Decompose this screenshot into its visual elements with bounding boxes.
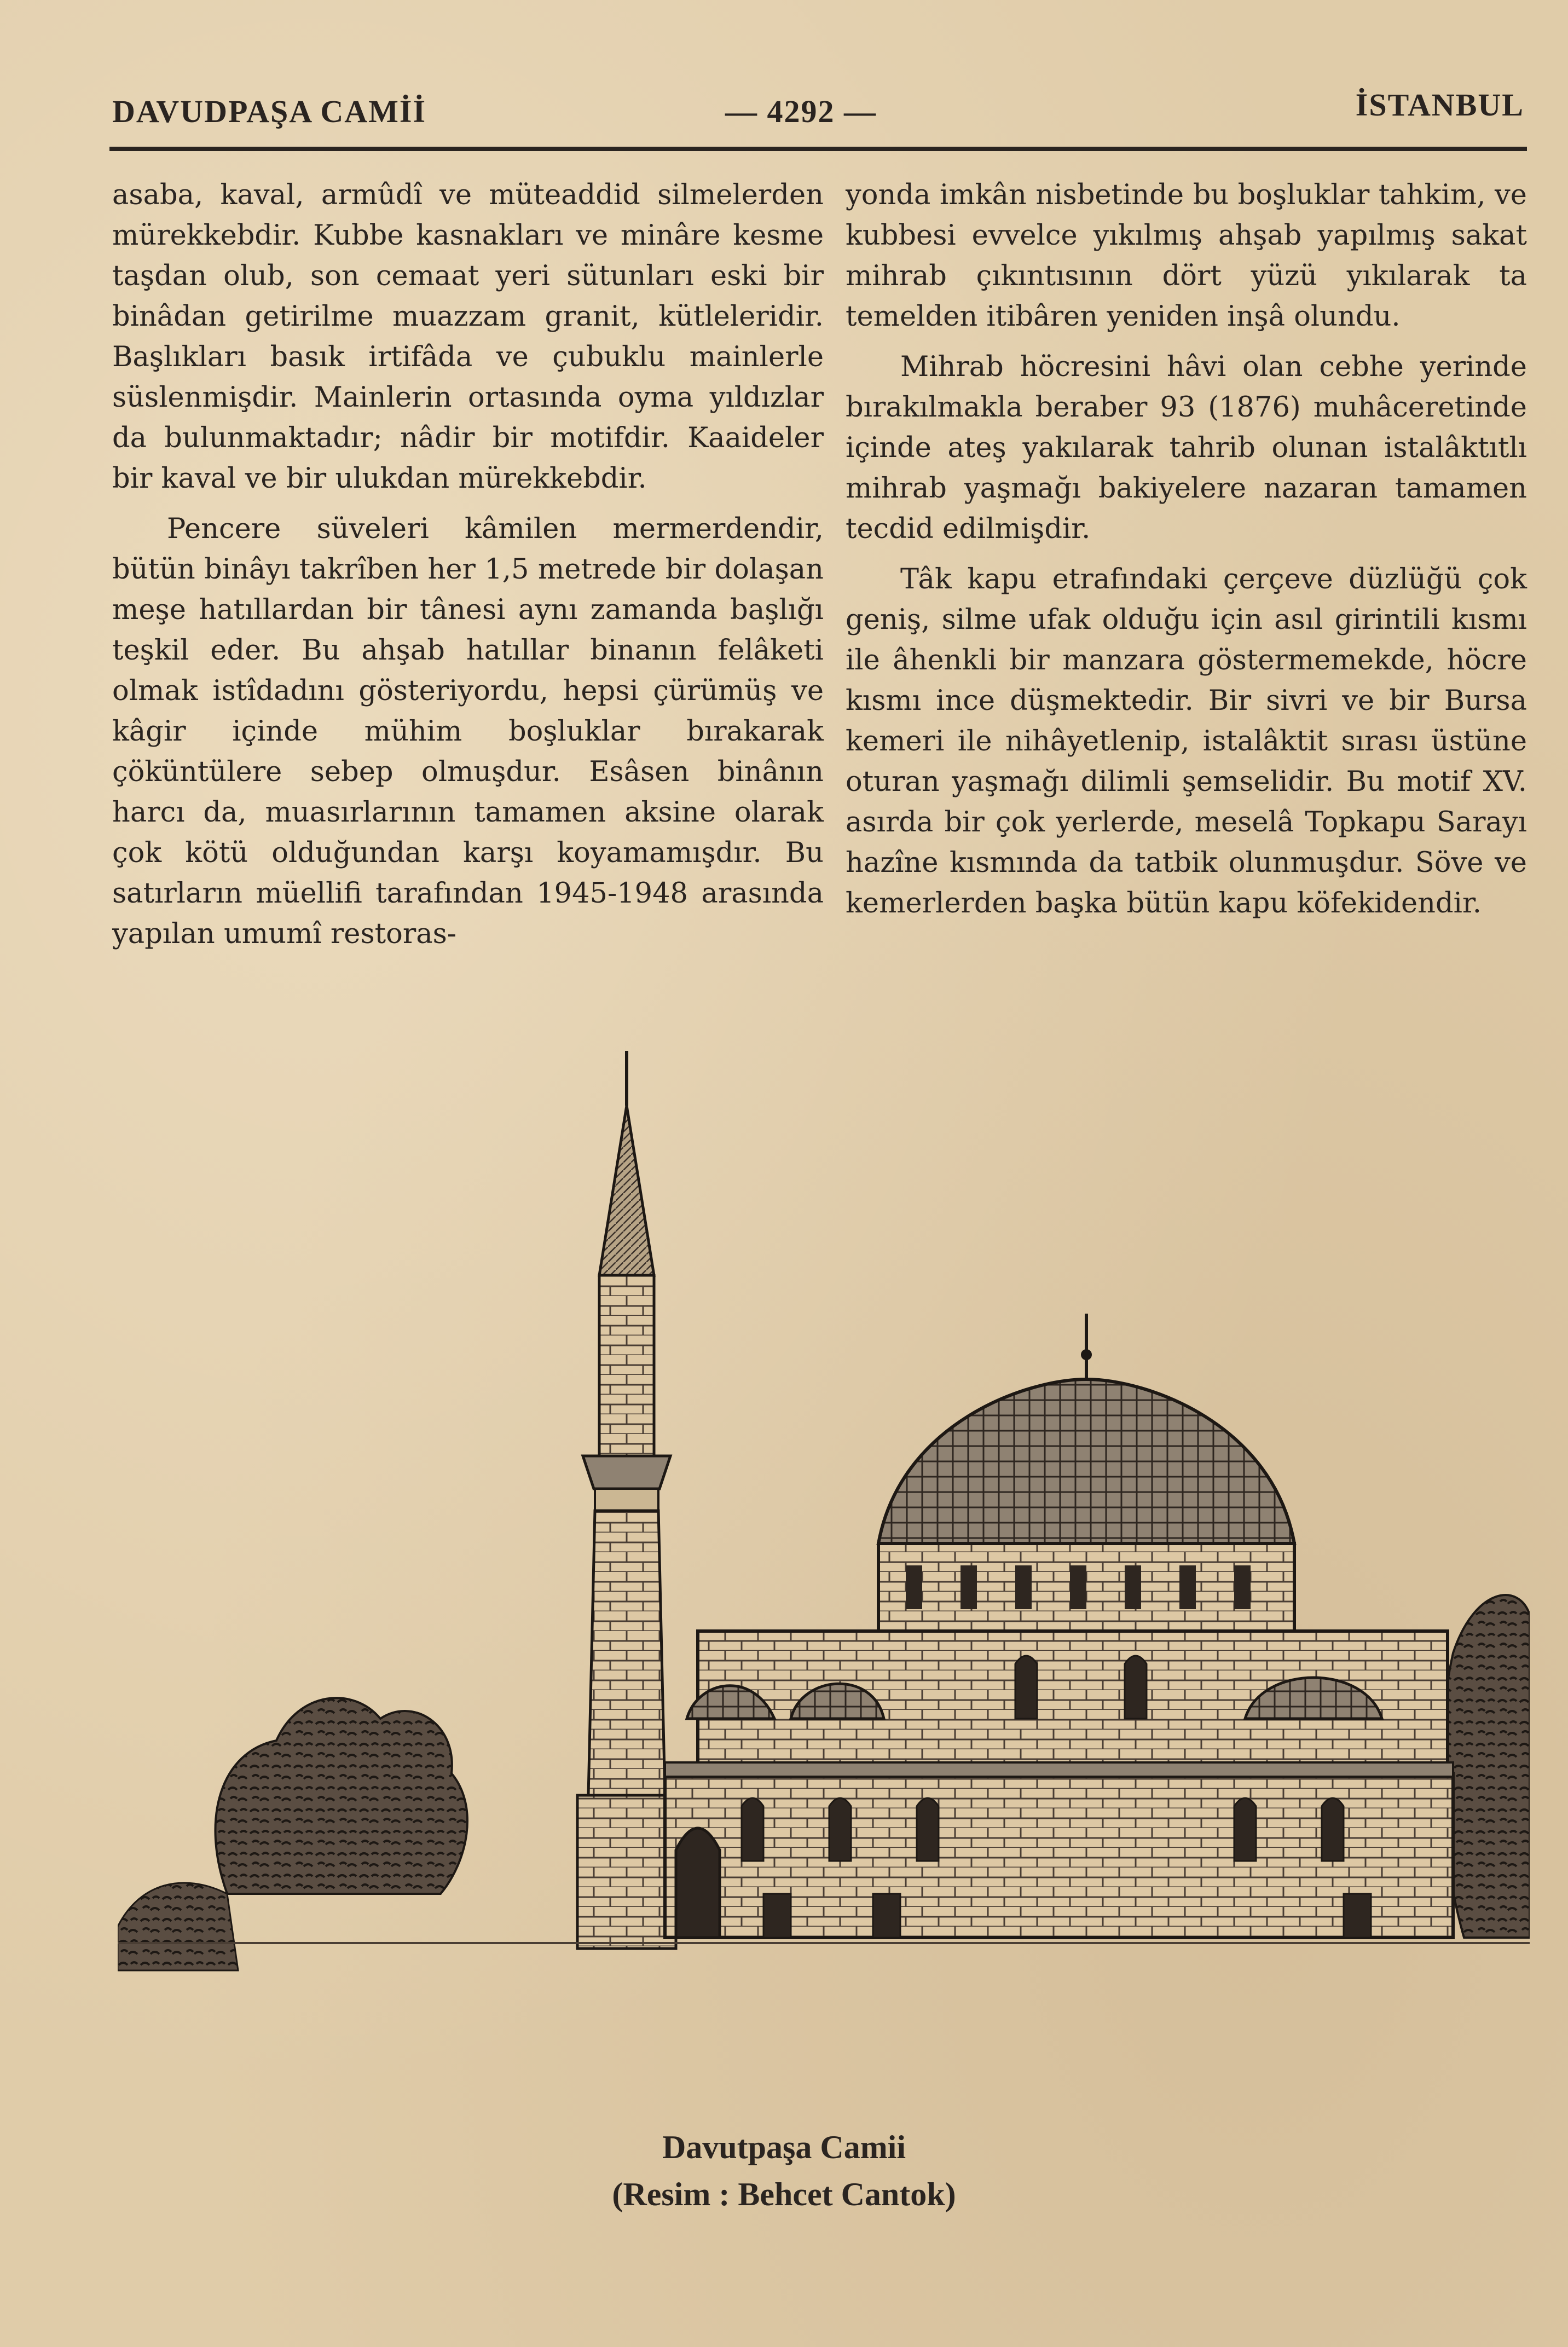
header-section: İSTANBUL (1355, 87, 1524, 123)
figure-caption (0, 2124, 1568, 2218)
minaret (577, 1051, 676, 1949)
right-paragraph-3: Tâk kapu etrafındaki çerçeve düzlüğü çok geniş, silme ufak olduğu için asıl girintili kısmı ile âhenkli bir manzara göstermemekde, höcre kısmı ince düşmektedir. Bir sivri ve bir Bursa kemeri ile nihâyetlenip, istalâktit sırası üstüne oturan yaşmağı dilimli şemselidir. Bu motif XV. asırda bir çok yerlerde, meselâ Topkapu Sarayı hazîne kısmında da tatbik olunmuşdur. Söve ve kemerlerden başka bütün kapu köfekidendir. (846, 563, 1527, 920)
trees-left (118, 1698, 467, 1970)
right-column (846, 175, 1527, 924)
left-column (112, 175, 824, 955)
mosque-body (665, 1631, 1453, 1938)
mosque-illustration (118, 1040, 1530, 2069)
caption-credit: (Resim : Behcet Cantok) (612, 2176, 956, 2212)
caption-title: Davutpaşa Camii (662, 2129, 906, 2165)
left-paragraph-1: asaba, kaval, armûdî ve müteaddid silmelerden mürekkebdir. Kubbe kasnakları ve minâre kesme taşdan olub, son cemaat yeri sütunları eski bir binâdan getirilme muazzam granit, kütleleridir. Başlıkları basık irtifâda ve çubuklu mainlerle süslenmişdir. Mainlerin ortasında oyma yıldızlar da bulunmaktadır; nâdir bir motifdir. Kaaideler bir kaval ve bir ulukdan mürekkebdir. (112, 179, 824, 495)
running-header (112, 82, 1524, 142)
portal-arch (676, 1828, 720, 1938)
right-paragraph-1: yonda imkân nisbetinde bu boşluklar tahkim, ve kubbesi evvelce yıkılmış ahşab yapılmış sakat mihrab çıkıntısının dört yüzü yıkılarak ta temelden itibâren yeniden inşâ olundu. (846, 179, 1527, 333)
header-rule (109, 147, 1527, 151)
header-title: DAVUDPAŞA CAMİİ (112, 94, 427, 129)
right-paragraph-2: Mihrab höcresini hâvi olan cebhe yerinde bırakılmakla beraber 93 (1876) muhâceretinde içinde ateş yakılarak tahrib olunan istalâktıtlı mihrab yaşmağı bakiyelere nazaran tamamen tecdid edilmişdir. (846, 351, 1527, 545)
page-number: — 4292 — (725, 94, 877, 129)
main-dome (878, 1314, 1294, 1631)
left-paragraph-2: Pencere süveleri kâmilen mermerdendir, bütün binâyı takrîben her 1,5 metrede bir dolaşan meşe hatıllardan bir tânesi aynı zamanda başlığı teşkil eder. Bu ahşab hatıllar binanın felâketi olmak istîdadını gösteriyordu, hepsi çürümüş ve kâgir içinde mühim boşluklar bırakarak çöküntülere sebep olmuşdur. Esâsen binânın harcı da, muasırlarının tamamen aksine olarak çok kötü olduğundan karşı koyamamışdır. Bu satırların müellifi tarafından 1945-1948 arasında yapılan umumî restoras- (112, 513, 824, 950)
